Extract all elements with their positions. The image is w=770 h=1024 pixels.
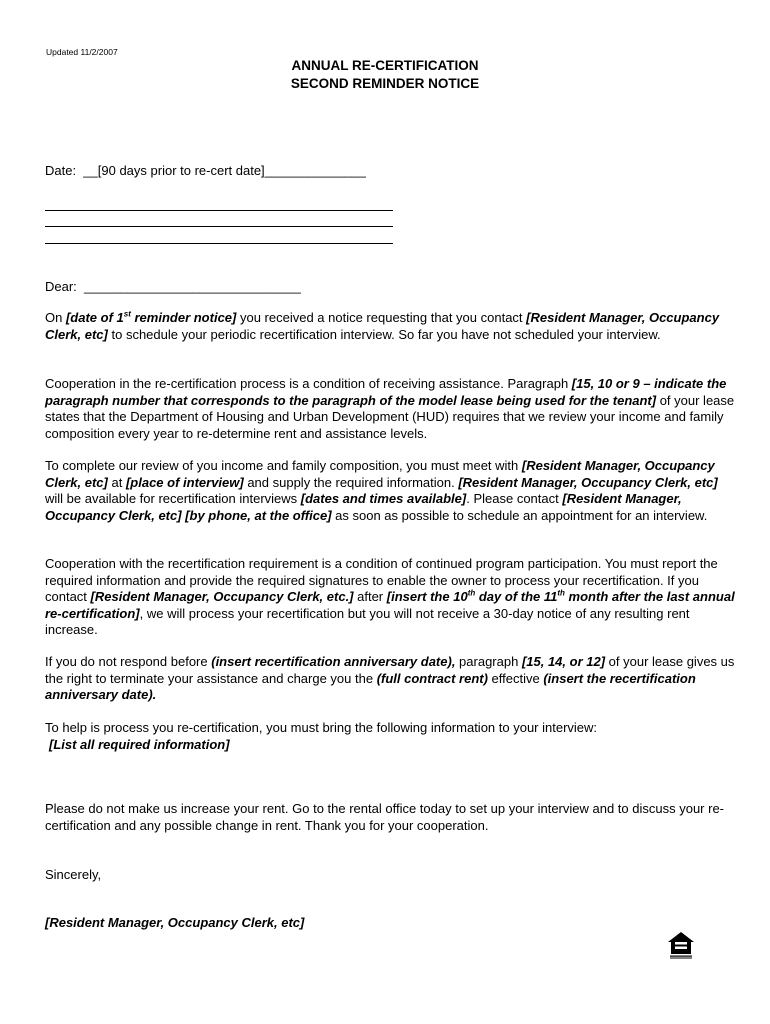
paragraph-participation: Cooperation with the recertification requirement is a condition of continued program participation. You must report the required information and provide the required signatures to enable the owner to process your recertification. If you contact [Resident Manager, Occupancy Clerk, etc.] after [insert the 10th day of the 11th month after the last annual re-certification], we will process your recertification but you will not receive a 30-day notice of any resulting rent increase. <box>45 556 735 637</box>
paragraph-termination: If you do not respond before (insert recertification anniversary date), paragraph [15, 14, or 12] of your lease gives us the right to terminate your assistance and charge you the (full contract rent) effective (insert the recertification anniversary date). <box>45 654 735 702</box>
salutation-line: Dear: ______________________________ <box>45 279 301 294</box>
signature-block: [Resident Manager, Occupancy Clerk, etc] <box>45 915 305 930</box>
required-info-list: [List all required information] <box>49 737 230 752</box>
date-line: Date: __[90 days prior to re-cert date]______________ <box>45 163 366 178</box>
address-blank-3 <box>45 243 393 244</box>
updated-date: Updated 11/2/2007 <box>46 47 118 57</box>
equal-housing-opportunity-icon <box>666 930 696 960</box>
paragraph-cooperation: Cooperation in the re-certification process is a condition of receiving assistance. Paragraph [15, 10 or 9 – indicate the paragraph number that corresponds to the paragraph of the model lease being used for the tenant] of your lease states that the Department of Housing and Urban Development (HUD) requires that we review your income and family composition every year to re-determine rent and assistance levels. <box>45 376 735 441</box>
paragraph-closing-request: Please do not make us increase your rent. Go to the rental office today to set up your interview and to discuss your re-certification and any possible change in rent. Thank you for your cooperation. <box>45 801 725 833</box>
paragraph-interview: To complete our review of you income and family composition, you must meet with [Resident Manager, Occupancy Clerk, etc] at [place of interview] and supply the required information. [Resident Manager, Occupancy Clerk, etc] will be available for recertification interviews [dates and times available]. Please contact [Resident Manager, Occupancy Clerk, etc] [by phone, at the office] as soon as possible to schedule an appointment for an interview. <box>45 458 718 523</box>
address-blank-1 <box>45 210 393 211</box>
paragraph-required-info: To help is process you re-certification, you must bring the following information to your interview: <box>45 720 598 735</box>
notice-title: ANNUAL RE-CERTIFICATION <box>291 58 479 73</box>
paragraph-first-notice: On [date of 1st reminder notice] you received a notice requesting that you contact [Resident Manager, Occupancy Clerk, etc] to schedule your periodic recertification interview. So far you have not scheduled your interview. <box>45 309 720 342</box>
closing-salutation: Sincerely, <box>45 867 102 882</box>
address-blank-2 <box>45 226 393 227</box>
notice-subtitle: SECOND REMINDER NOTICE <box>290 76 480 91</box>
